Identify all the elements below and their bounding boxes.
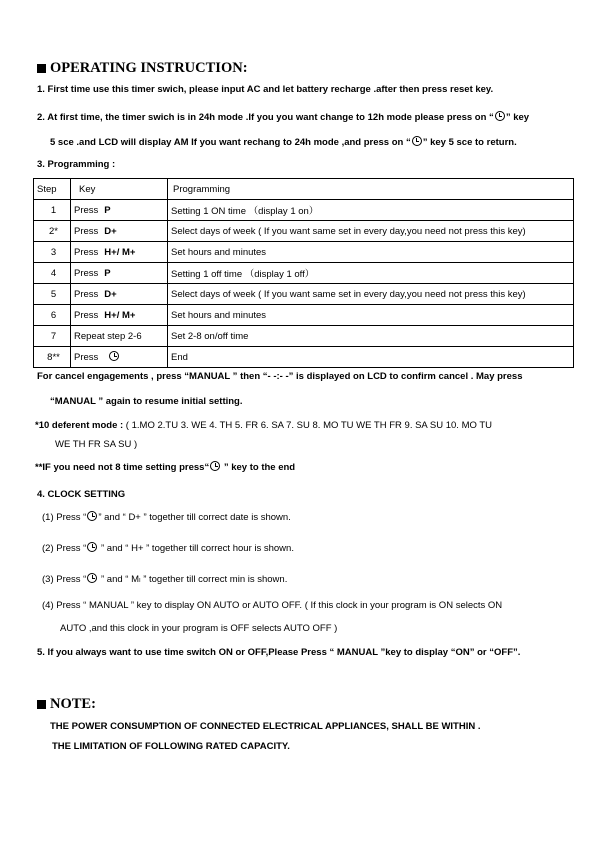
clock-icon	[412, 136, 422, 146]
clock-item-2	[42, 542, 294, 554]
instruction-2-text-b: ” key	[505, 112, 530, 123]
press-label: Press	[74, 204, 99, 216]
black-square-bullet-icon	[37, 64, 46, 73]
note-8-text-a: **IF you need not 8 time setting press“	[35, 462, 210, 473]
step-cell: 1	[34, 200, 71, 221]
instruction-2-text-c: 5 sce .and LCD will display AM If you want rechang to 24h mode ,and press on “	[50, 137, 411, 148]
key-cell	[71, 200, 168, 221]
note-title-text: NOTE:	[50, 696, 96, 712]
programming-cell: Setting 1 off time （display 1 off）	[168, 263, 574, 284]
programming-cell: Select days of week ( If you want same set in every day,you need not press this key)	[168, 284, 574, 305]
cancel-line-1: For cancel engagements , press “MANUAL ” then “- -:- -” is displayed on LCD to confirm cancel . May press	[37, 371, 523, 382]
key-cell	[71, 284, 168, 305]
instruction-2-line-1	[37, 111, 529, 123]
step-cell: 5	[34, 284, 71, 305]
table-row	[34, 242, 574, 263]
key-cell	[71, 305, 168, 326]
clock-item-3-text-a: (3) Press “	[42, 574, 87, 585]
step-cell: 7	[34, 326, 71, 347]
clock-icon	[495, 111, 505, 121]
programming-cell: Select days of week ( If you want same set in every day,you need not press this key)	[168, 221, 574, 242]
clock-item-1	[42, 511, 291, 523]
clock-item-2-text-a: (2) Press “	[42, 543, 87, 554]
step-cell: 8**	[34, 347, 71, 368]
press-label: Press	[74, 267, 99, 279]
press-label: Press	[74, 225, 99, 237]
clock-item-3	[42, 573, 287, 585]
modes-line-2: WE TH FR SA SU )	[55, 439, 138, 450]
note-8-time	[35, 461, 295, 473]
programming-cell: Set hours and minutes	[168, 242, 574, 263]
step-cell: 3	[34, 242, 71, 263]
header-key: Key	[71, 179, 168, 200]
clock-icon	[87, 542, 97, 552]
instruction-5: 5. If you always want to use time switch ON or OFF,Please Press “ MANUAL ”key to display “ON” or “OFF”.	[37, 647, 521, 658]
clock-icon	[87, 573, 97, 583]
programming-cell: Set hours and minutes	[168, 305, 574, 326]
programming-table	[33, 178, 574, 368]
programming-heading: 3. Programming :	[37, 159, 116, 170]
key-name: P	[104, 267, 111, 279]
table-row	[34, 347, 574, 368]
key-name: D+	[104, 288, 117, 300]
section-title	[37, 60, 248, 77]
clock-setting-heading: 4. CLOCK SETTING	[37, 489, 126, 500]
press-label: Press	[74, 309, 99, 321]
title-text: OPERATING INSTRUCTION:	[50, 60, 248, 76]
press-label: Press	[74, 352, 99, 363]
note-line-1: THE POWER CONSUMPTION OF CONNECTED ELECTRICAL APPLIANCES, SHALL BE WITHIN .	[50, 721, 481, 732]
step-cell: 2*	[34, 221, 71, 242]
header-programming: Programming	[168, 179, 574, 200]
modes-line-1	[35, 420, 492, 431]
note-line-2: THE LIMITATION OF FOLLOWING RATED CAPACITY.	[52, 741, 290, 752]
clock-item-4-line-1: (4) Press “ MANUAL ” key to display ON AUTO or AUTO OFF. ( If this clock in your program is ON selects ON	[42, 600, 503, 611]
clock-icon	[210, 461, 220, 471]
header-step: Step	[34, 179, 71, 200]
note-title	[37, 696, 96, 713]
key-cell	[71, 242, 168, 263]
instruction-2-text-d: ” key 5 sce to return.	[422, 137, 517, 148]
key-cell	[71, 263, 168, 284]
key-cell	[71, 347, 168, 368]
key-cell: Repeat step 2-6	[71, 326, 168, 347]
clock-icon	[87, 511, 97, 521]
key-name: H+/ M+	[104, 246, 136, 258]
table-row	[34, 284, 574, 305]
key-name: H+/ M+	[104, 309, 136, 321]
instruction-2-line-2	[50, 136, 517, 148]
press-label: Press	[74, 288, 99, 300]
press-label: Press	[74, 246, 99, 258]
table-row	[34, 200, 574, 221]
table-header-row	[34, 179, 574, 200]
table-row	[34, 305, 574, 326]
programming-cell: Setting 1 ON time （display 1 on）	[168, 200, 574, 221]
table-row	[34, 221, 574, 242]
table-row	[34, 263, 574, 284]
table-row	[34, 326, 574, 347]
black-square-bullet-icon	[37, 700, 46, 709]
key-name: D+	[104, 225, 117, 237]
programming-cell: End	[168, 347, 574, 368]
clock-item-3-text-b: ” and “ Mₗ ” together till correct min is shown.	[98, 574, 288, 585]
clock-item-2-text-b: ” and “ H+ ” together till correct hour is shown.	[98, 543, 294, 554]
clock-item-1-text-a: (1) Press “	[42, 512, 87, 523]
key-name: P	[104, 204, 111, 216]
cancel-line-2: “MANUAL ” again to resume initial setting.	[50, 396, 243, 407]
step-cell: 6	[34, 305, 71, 326]
modes-list: ( 1.MO 2.TU 3. WE 4. TH 5. FR 6. SA 7. SU 8. MO TU WE TH FR 9. SA SU 10. MO TU	[123, 420, 492, 431]
key-cell	[71, 221, 168, 242]
programming-cell: Set 2-8 on/off time	[168, 326, 574, 347]
clock-item-1-text-b: ” and “ D+ ” together till correct date is shown.	[98, 512, 291, 523]
instruction-1: 1. First time use this timer swich, please input AC and let battery recharge .after then press reset key.	[37, 84, 494, 95]
note-8-text-b: ” key to the end	[221, 462, 296, 473]
modes-label: *10 deferent mode :	[35, 420, 124, 431]
instruction-2-text-a: 2. At first time, the timer swich is in 24h mode .If you you want change to 12h mode please press on “	[37, 112, 494, 123]
clock-icon	[109, 351, 119, 361]
clock-item-4-line-2: AUTO ,and this clock in your program is OFF selects AUTO OFF )	[60, 623, 338, 634]
step-cell: 4	[34, 263, 71, 284]
